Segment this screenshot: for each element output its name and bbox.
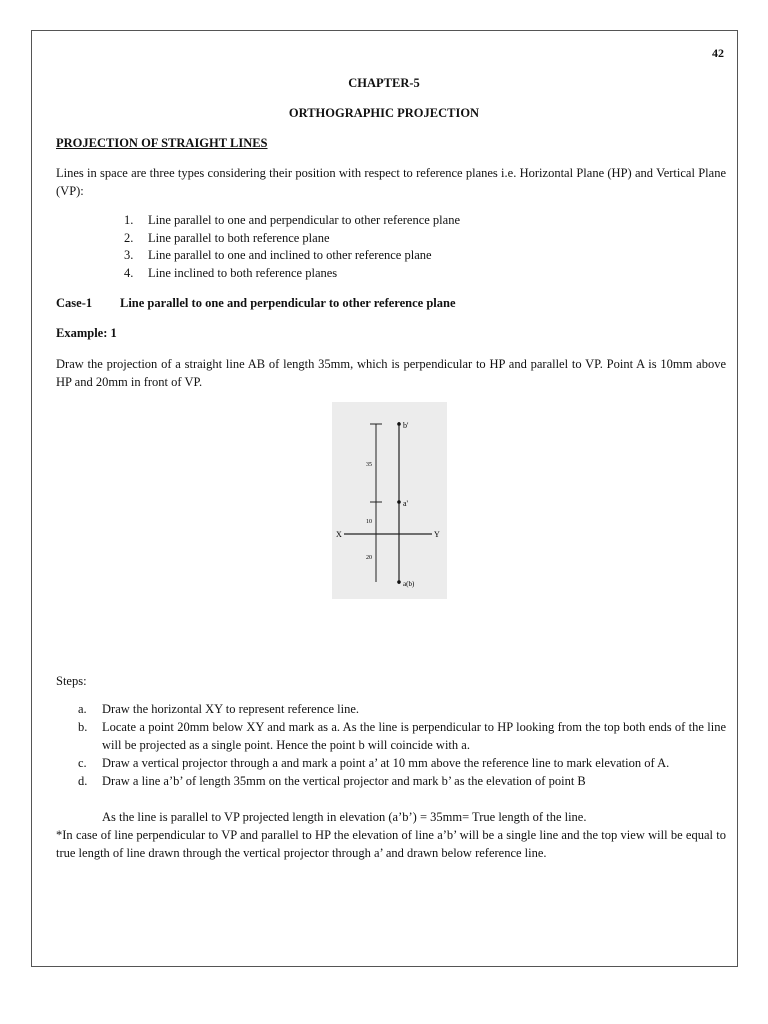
label-dimension-10: 10	[366, 519, 372, 525]
list-marker: 2.	[124, 230, 134, 245]
label-x: X	[336, 530, 342, 539]
list-marker: 4.	[124, 265, 134, 280]
list-item	[124, 212, 460, 230]
intro-paragraph: Lines in space are three types considering their position with respect to reference planes i.e. Horizontal Plane (HP) and Vertical Plane (VP):	[56, 166, 726, 198]
footnote: *In case of line perpendicular to VP and parallel to HP the elevation of line a’b’ will be a single line and the top view will be equal to true length of line drawn through the vertical projector through a’ and drawn below reference line.	[56, 828, 726, 860]
step-marker: c.	[78, 756, 87, 770]
step-marker: a.	[78, 702, 87, 716]
list-item-text: Line parallel to one and perpendicular to other reference plane	[148, 213, 460, 227]
page-number: 42	[712, 46, 724, 60]
label-b-prime: b'	[403, 421, 409, 430]
case-text: Line parallel to one and perpendicular to other reference plane	[120, 296, 456, 310]
list-item-text: Line inclined to both reference planes	[148, 265, 338, 280]
list-marker: 1.	[124, 213, 134, 227]
label-dimension-20: 20	[366, 555, 372, 561]
figure-background	[332, 402, 447, 599]
step-marker: b.	[78, 720, 88, 734]
page-title: ORTHOGRAPHIC PROJECTION	[288, 106, 480, 120]
list-item	[124, 247, 460, 265]
step-marker: d.	[78, 774, 88, 788]
step-item	[78, 700, 726, 718]
point-b-prime	[397, 422, 401, 426]
projection-figure	[332, 402, 447, 599]
step-text: Draw a line a’b’ of length 35mm on the vertical projector and mark b’ as the elevation of point B	[102, 774, 586, 788]
step-text: Draw a vertical projector through a and mark a point a’ at 10 mm above the reference line to mark elevation of A.	[102, 756, 670, 770]
example-heading: Example: 1	[56, 326, 117, 340]
point-a-b	[397, 580, 401, 584]
steps-list	[78, 700, 726, 790]
step-item	[78, 754, 726, 772]
line-types-list	[124, 212, 460, 282]
step-text: Draw the horizontal XY to represent reference line.	[102, 702, 360, 716]
list-item-text: Line parallel to both reference plane	[148, 230, 330, 245]
label-dimension-35: 35	[366, 462, 372, 468]
list-marker: 3.	[124, 248, 134, 262]
steps-label: Steps:	[56, 674, 87, 688]
case-heading	[56, 296, 456, 311]
list-item	[124, 230, 460, 248]
list-item-text: Line parallel to one and inclined to other reference plane	[148, 248, 432, 262]
list-item	[124, 265, 460, 283]
label-a-prime: a'	[403, 499, 408, 508]
chapter-heading: CHAPTER-5	[348, 76, 420, 90]
problem-statement: Draw the projection of a straight line AB of length 35mm, which is perpendicular to HP and parallel to VP. Point A is 10mm above HP and 20mm in front of VP.	[56, 357, 726, 389]
case-label: Case-1	[56, 296, 93, 310]
step-note: As the line is parallel to VP projected length in elevation (a’b’) = 35mm= True length of the line.	[102, 810, 587, 824]
step-item	[78, 718, 726, 754]
point-a-prime	[397, 500, 401, 504]
section-heading: PROJECTION OF STRAIGHT LINES	[56, 136, 268, 150]
step-text: Locate a point 20mm below XY and mark as a. As the line is perpendicular to HP looking from the top both ends of the line will be projected as a single point. Hence the point b will coincide with a.	[102, 720, 726, 752]
step-item	[78, 772, 726, 790]
label-y: Y	[434, 530, 440, 539]
label-a-b: a(b)	[403, 580, 415, 588]
